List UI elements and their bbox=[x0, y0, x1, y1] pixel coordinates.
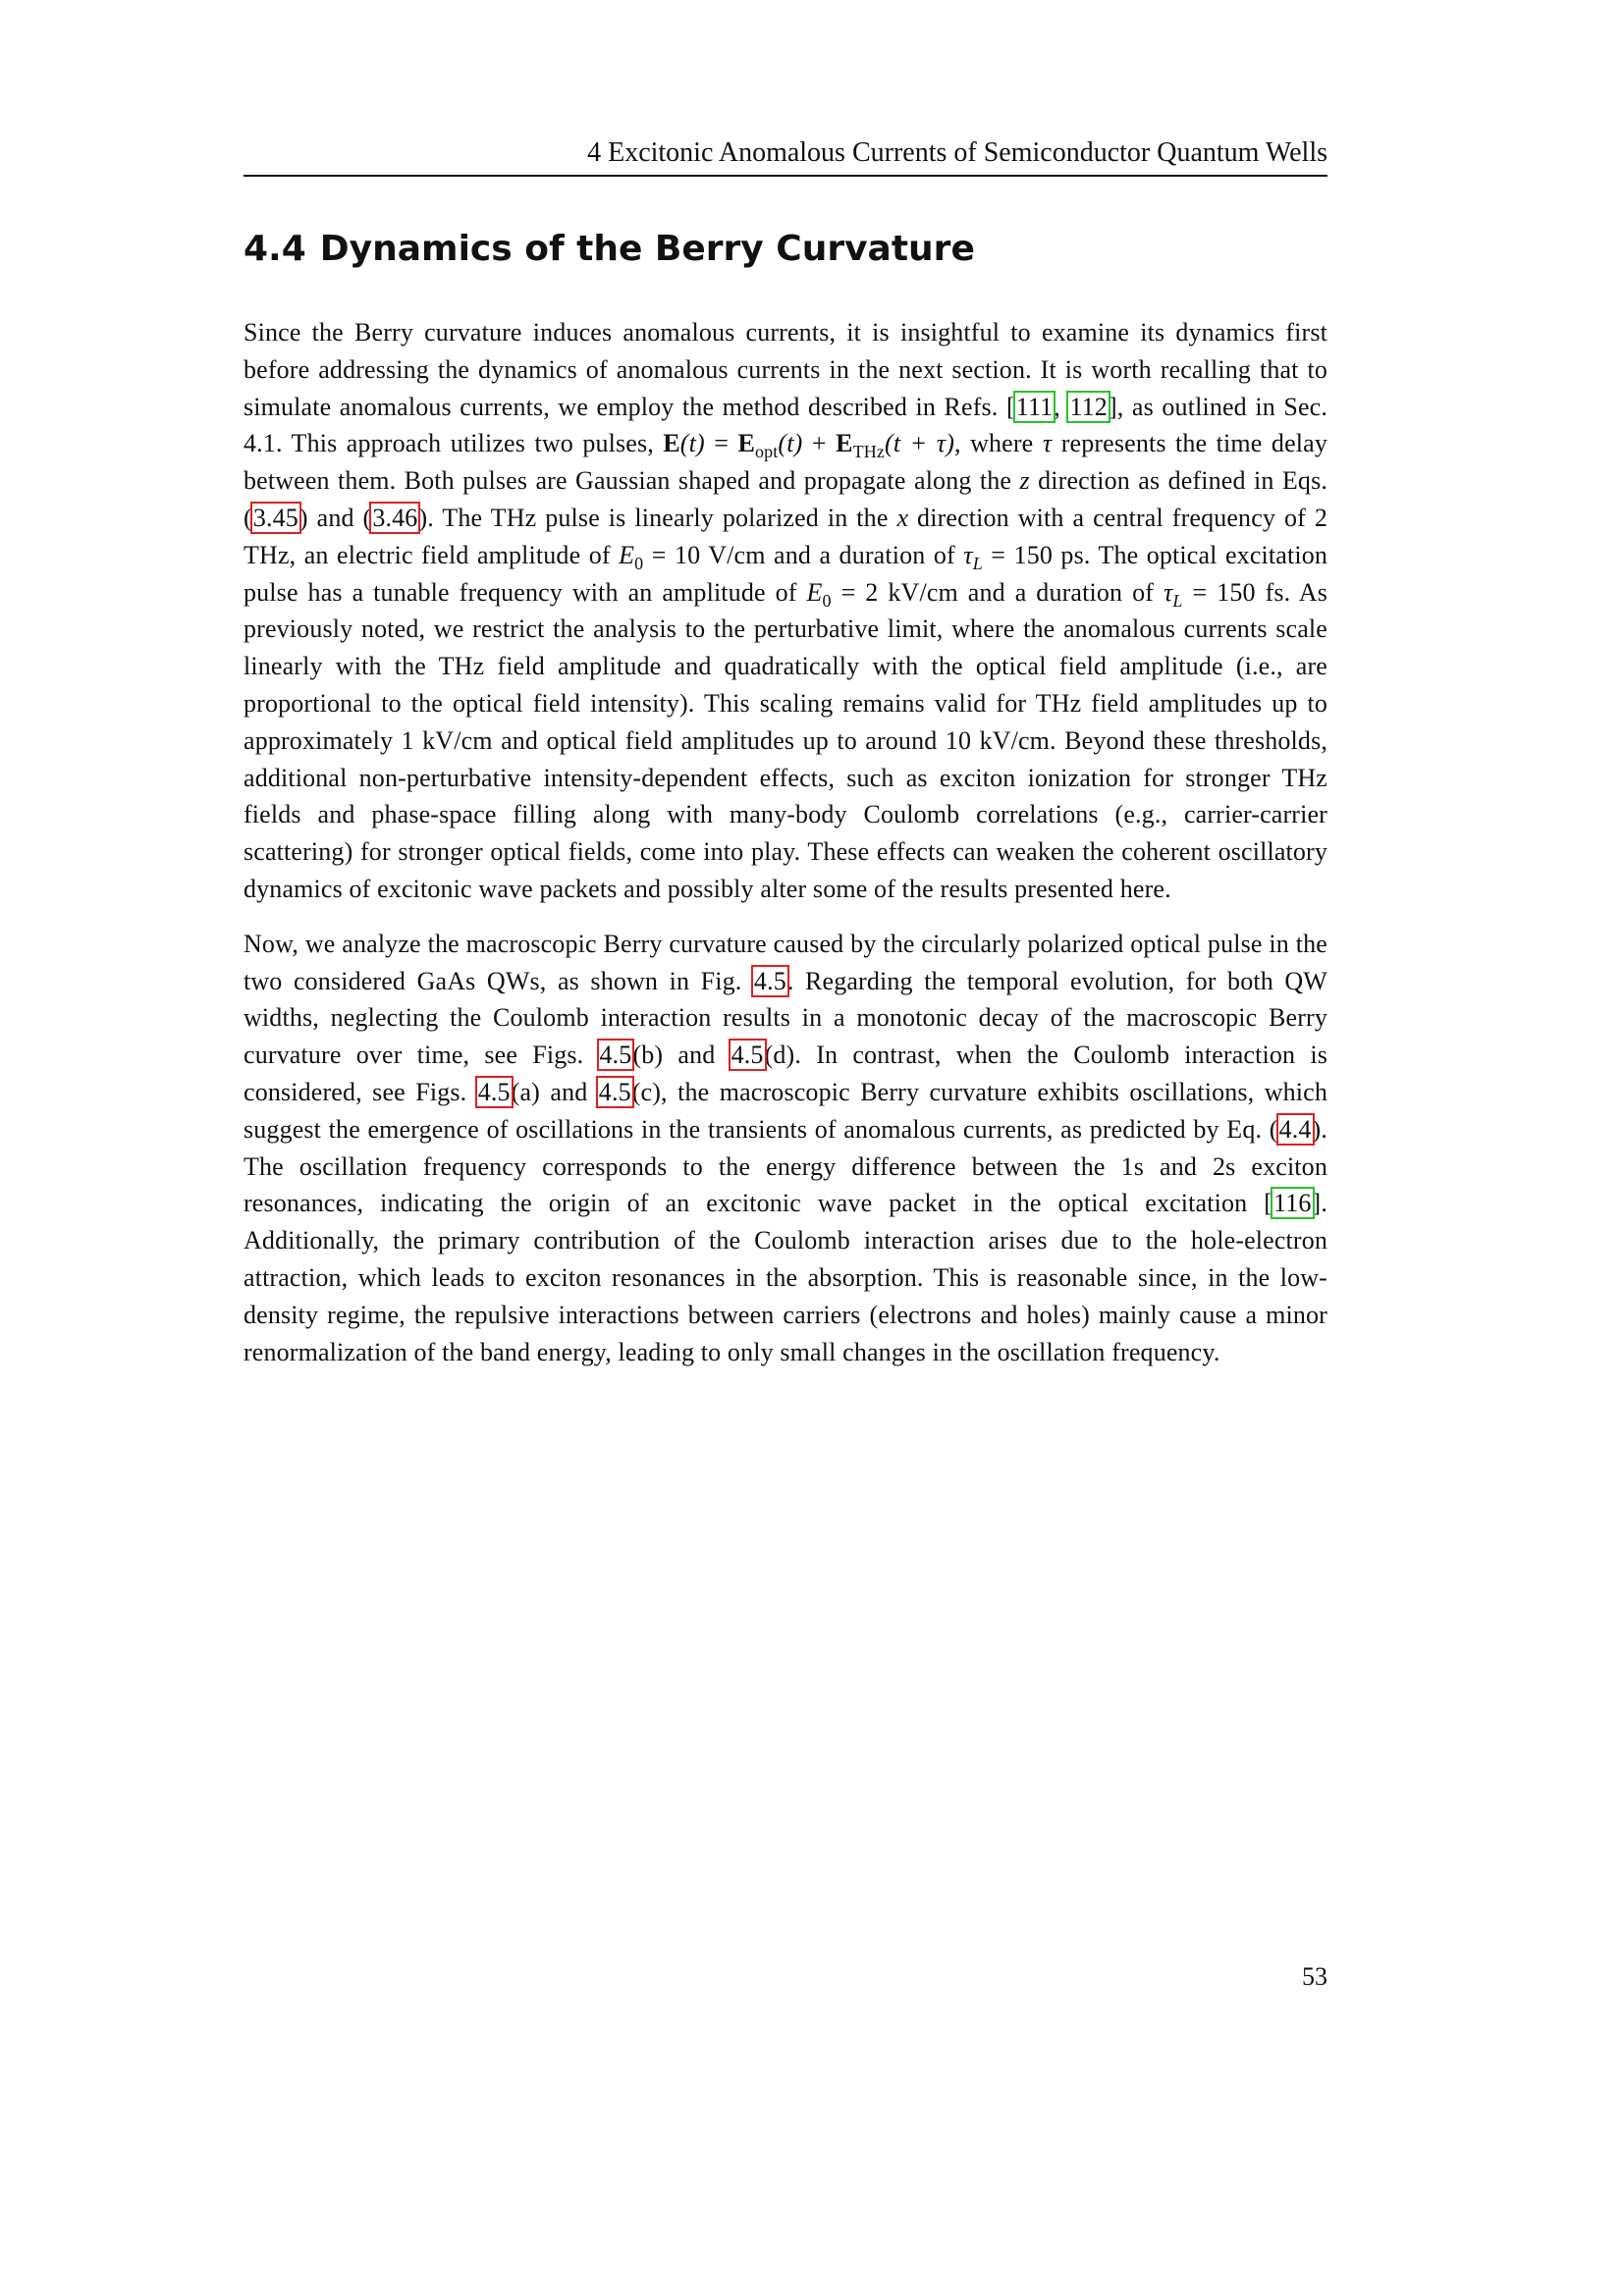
math-symbol-E-opt: E bbox=[737, 429, 755, 458]
text-run: represents the time delay between them. Both pulses are Gaussian shaped and propagate along the bbox=[244, 429, 1327, 496]
citation-link-111[interactable]: 111 bbox=[1015, 392, 1054, 421]
header-rule bbox=[244, 175, 1327, 177]
math-arg-t: (t) bbox=[778, 429, 803, 458]
figure-link-4-5[interactable]: 4.5 bbox=[731, 1041, 764, 1070]
math-arg-t-tau: (t + τ) bbox=[885, 429, 955, 458]
text-run: (c), the macroscopic Berry curvature exhibits oscillations, which suggest the emergence of oscillations in the transients of anomalous currents, as predicted by Eq. ( bbox=[244, 1077, 1327, 1144]
equation-link-3-46[interactable]: 3.46 bbox=[372, 503, 418, 532]
text-run: (d). In contrast, when the Coulomb interaction is considered, see Figs. bbox=[244, 1041, 1327, 1106]
text-run: = 150 fs. As previously noted, we restrict the analysis to the perturbative limit, where the anomalous currents scale linearly with the THz field amplitude and quadratically with the optical field amplitude (i.e., are proportional to the optical field intensity). This scaling remains valid for THz field amplitudes up to approximately 1 kV/cm and optical field amplitudes up to around 10 kV/cm. Beyond these thresholds, additional non-perturbative intensity-dependent effects, such as exciton ionization for stronger THz fields and phase-space filling along with many-body Coulomb correlations (e.g., carrier-carrier scattering) for stronger optical fields, come into play. These effects can weaken the coherent oscillatory dynamics of excitonic wave packets and possibly alter some of the results presented here. bbox=[244, 577, 1327, 903]
running-header: 4 Excitonic Anomalous Currents of Semiconductor Quantum Wells bbox=[587, 137, 1327, 168]
text-run: = 2 kV/cm and a duration of bbox=[831, 577, 1164, 607]
paragraph-2 bbox=[244, 926, 1327, 1371]
math-subscript-opt: opt bbox=[754, 442, 779, 462]
math-subscript-0: 0 bbox=[822, 590, 832, 611]
text-run: . Regarding the temporal evolution, for both QW widths, neglecting the Coulomb interaction results in a monotonic decay of the macroscopic Berry curvature over time, see Figs. bbox=[244, 966, 1327, 1070]
text-run: ) and ( bbox=[298, 503, 372, 532]
paragraph-1 bbox=[244, 314, 1327, 908]
math-symbol-tau-L: τ bbox=[963, 540, 973, 569]
math-symbol-tau-L: τ bbox=[1163, 577, 1173, 607]
text-run: (b) and bbox=[632, 1041, 731, 1070]
math-symbol-z: z bbox=[1019, 466, 1030, 496]
figure-link-4-5[interactable]: 4.5 bbox=[753, 966, 786, 995]
text-run: + bbox=[802, 429, 837, 458]
text-run: Now, we analyze the macroscopic Berry curvature caused by the circularly polarized optical pulse in the two considered GaAs QWs, as shown in Fig. bbox=[244, 929, 1327, 995]
page-number: 53 bbox=[1302, 1962, 1327, 1991]
text-run: ]. Additionally, the primary contribution of the Coulomb interaction arises due to the hole-electron attraction, which leads to exciton resonances in the absorption. This is reasonable since, in the low-density regime, the repulsive interactions between carriers (electrons and holes) mainly cause a minor renormalization of the band energy, leading to only small changes in the oscillation frequency. bbox=[244, 1189, 1327, 1366]
text-run: direction as defined in Eqs. ( bbox=[244, 466, 1327, 532]
math-arg-t: (t) bbox=[679, 429, 705, 458]
text-run: ). The THz pulse is linearly polarized in the bbox=[418, 503, 897, 532]
equation-link-3-45[interactable]: 3.45 bbox=[252, 503, 298, 532]
math-symbol-x: x bbox=[896, 503, 909, 532]
math-symbol-E0: E bbox=[806, 577, 823, 607]
figure-link-4-5[interactable]: 4.5 bbox=[598, 1077, 631, 1106]
figure-link-4-5[interactable]: 4.5 bbox=[477, 1077, 511, 1106]
text-run: , bbox=[1054, 392, 1069, 421]
text-run: = 10 V/cm and a duration of bbox=[643, 540, 964, 569]
text-run: (a) and bbox=[511, 1077, 598, 1106]
math-symbol-E0: E bbox=[619, 540, 635, 569]
section-title: Dynamics of the Berry Curvature bbox=[319, 229, 975, 269]
text-run: = 150 ps. The optical excitation pulse has a tunable frequency with an amplitude of bbox=[244, 540, 1328, 607]
equation-link-4-4[interactable]: 4.4 bbox=[1278, 1114, 1312, 1144]
math-symbol-E-thz: E bbox=[836, 429, 853, 458]
math-symbol-E: E bbox=[663, 429, 680, 458]
figure-link-4-5[interactable]: 4.5 bbox=[599, 1041, 632, 1070]
body-text bbox=[244, 314, 1327, 1388]
text-run: ). The oscillation frequency corresponds to the energy difference between the 1s and 2s exciton resonances, indicating the origin of an excitonic wave packet in the optical excitation [ bbox=[244, 1114, 1327, 1218]
citation-link-116[interactable]: 116 bbox=[1273, 1189, 1312, 1218]
text-run: ], as outlined in Sec. 4.1. This approach utilizes two pulses, bbox=[244, 392, 1327, 458]
text-run: direction with a central frequency of 2 THz, an electric field amplitude of bbox=[244, 503, 1327, 569]
text-run: = bbox=[704, 429, 738, 458]
math-subscript-0: 0 bbox=[634, 553, 644, 573]
citation-link-112[interactable]: 112 bbox=[1069, 392, 1108, 421]
math-symbol-tau: τ bbox=[1042, 429, 1053, 458]
math-subscript-L: L bbox=[1172, 590, 1183, 611]
section-heading bbox=[244, 222, 975, 277]
math-subscript-L: L bbox=[972, 553, 983, 573]
text-run: , where bbox=[954, 429, 1043, 458]
math-subscript-thz: THz bbox=[852, 442, 886, 462]
text-run: Since the Berry curvature induces anomalous currents, it is insightful to examine its dynamics first before addressing the dynamics of anomalous currents in the next section. It is worth recalling that to simulate anomalous currents, we employ the method described in Refs. [ bbox=[244, 318, 1327, 421]
section-number: 4.4 bbox=[244, 229, 306, 269]
